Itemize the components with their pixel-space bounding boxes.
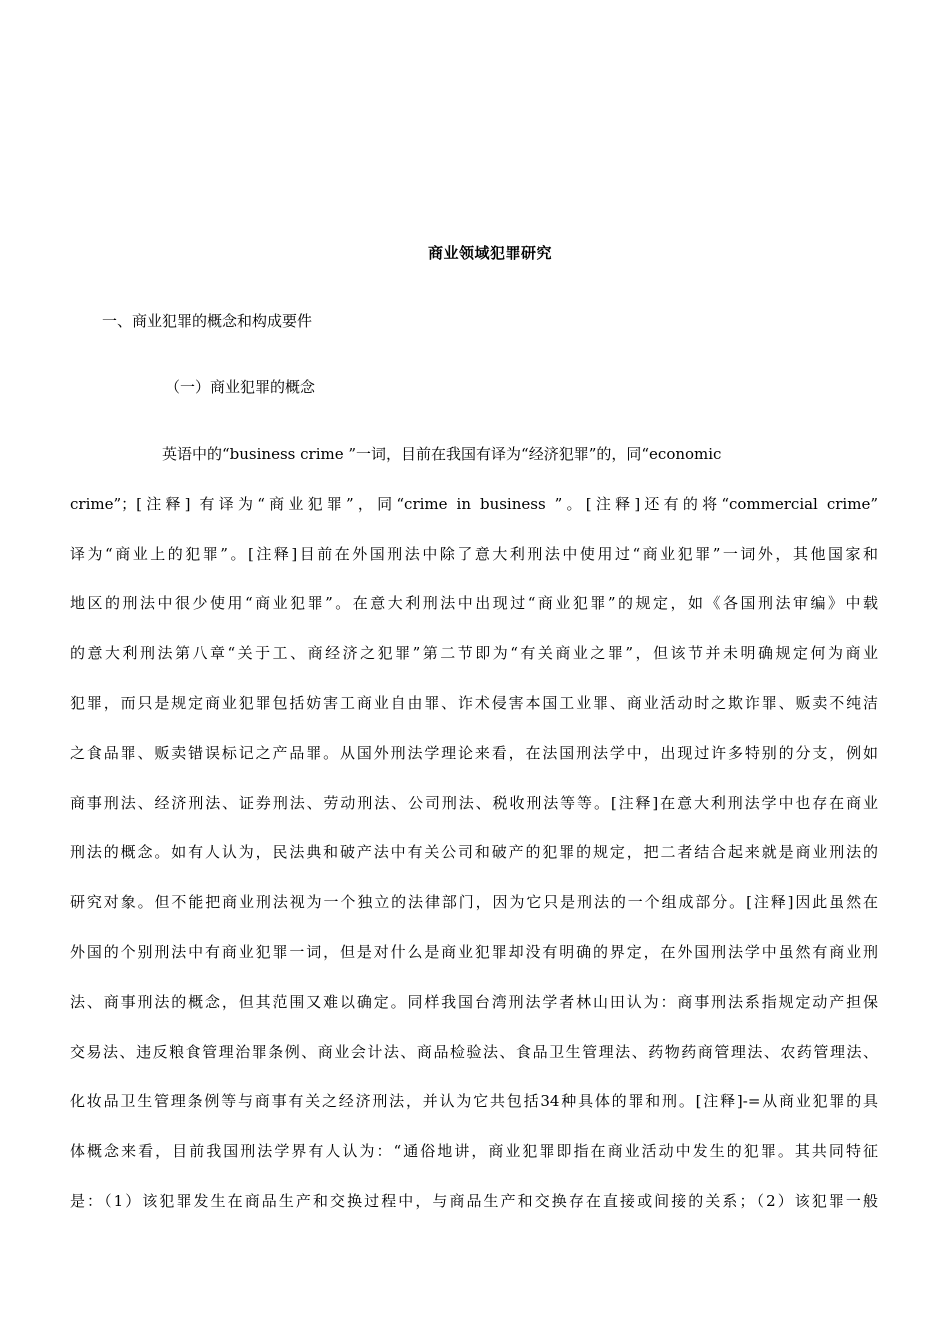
- paragraph-line: crime”；[注释] 有译为“商业犯罪”，同“crime in business ”。[注释]还有的将“commercial crime”: [70, 494, 878, 513]
- document-title: 商业领域犯罪研究: [427, 244, 552, 262]
- paragraph-line: 外国的个别刑法中有商业犯罪一词，但是对什么是商业犯罪却没有明确的界定，在外国刑法学中虽然有商业刑: [70, 942, 878, 961]
- section-heading: 一、商业犯罪的概念和构成要件: [102, 312, 313, 330]
- paragraph-line: 交易法、违反粮食管理治罪条例、商业会计法、商品检验法、食品卫生管理法、药物药商管理法、农药管理法、: [70, 1042, 878, 1061]
- paragraph-line: 的意大利刑法第八章“关于工、商经济之犯罪”第二节即为“有关商业之罪”，但该节并未明确规定何为商业: [70, 644, 878, 663]
- paragraph-line: 体概念来看，目前我国刑法学界有人认为：“通俗地讲，商业犯罪即指在商业活动中发生的犯罪。其共同特征: [70, 1142, 878, 1161]
- paragraph-line: 地区的刑法中很少使用“商业犯罪”。在意大利刑法中出现过“商业犯罪”的规定，如《各国刑法审编》中载: [70, 594, 878, 613]
- paragraph-line: 犯罪，而只是规定商业犯罪包括妨害工商业自由罪、诈术侵害本国工业罪、商业活动时之欺诈罪、贩卖不纯洁: [70, 693, 878, 712]
- paragraph-line: 是：（1）该犯罪发生在商品生产和交换过程中，与商品生产和交换存在直接或间接的关系；（2）该犯罪一般: [70, 1191, 878, 1210]
- paragraph-line: 商事刑法、经济刑法、证券刑法、劳动刑法、公司刑法、税收刑法等等。[注释]在意大利刑法学中也存在商业: [70, 793, 878, 812]
- paragraph-line: 法、商事刑法的概念，但其范围又难以确定。同样我国台湾刑法学者林山田认为：商事刑法系指规定动产担保: [70, 992, 878, 1011]
- paragraph-line: 英语中的“business crime ”一词，目前在我国有译为“经济犯罪”的，同“economic: [162, 445, 722, 463]
- paragraph-line: 译为“商业上的犯罪”。[注释]目前在外国刑法中除了意大利刑法中使用过“商业犯罪”一词外，其他国家和: [70, 544, 878, 563]
- paragraph-line: 刑法的概念。如有人认为，民法典和破产法中有关公司和破产的犯罪的规定，把二者结合起来就是商业刑法的: [70, 843, 878, 862]
- subsection-heading: （一）商业犯罪的概念: [165, 378, 316, 396]
- body-paragraph: [70, 430, 878, 1227]
- paragraph-line: 研究对象。但不能把商业刑法视为一个独立的法律部门，因为它只是刑法的一个组成部分。[注释]因此虽然在: [70, 893, 878, 912]
- paragraph-line: 之食品罪、贩卖错误标记之产品罪。从国外刑法学理论来看，在法国刑法学中，出现过许多特别的分支，例如: [70, 743, 878, 762]
- paragraph-line: 化妆品卫生管理条例等与商事有关之经济刑法，并认为它共包括34种具体的罪和刑。[注释]-=从商业犯罪的具: [70, 1092, 878, 1111]
